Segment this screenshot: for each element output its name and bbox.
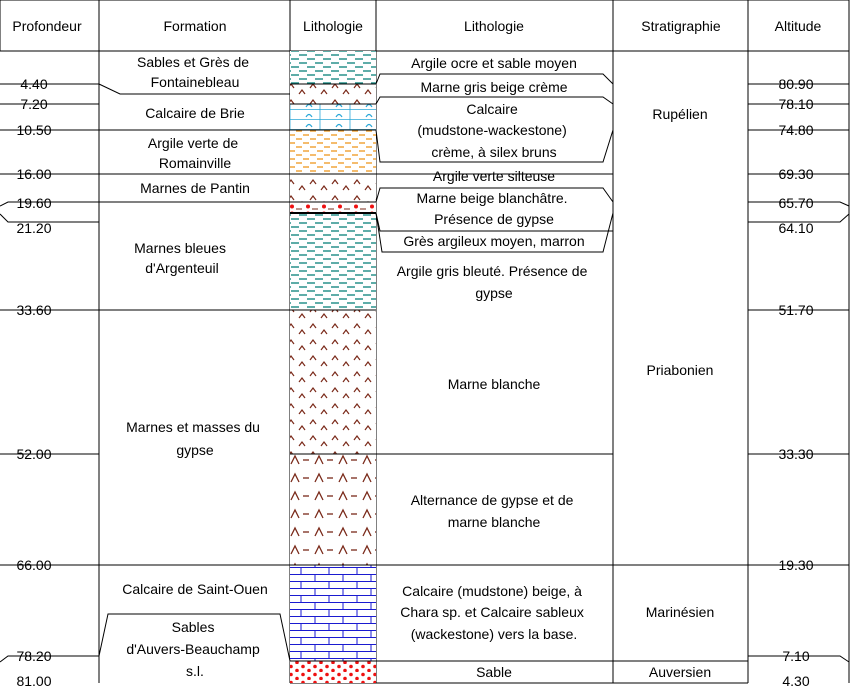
lithology-description: Argile verte silteuse — [432, 168, 556, 184]
altitude-tick: 78.10 — [778, 96, 814, 112]
layer-green-clay — [290, 130, 376, 174]
header-row — [0, 0, 849, 51]
depth-tick: 10.50 — [16, 122, 52, 138]
lithology-description: Calcaire (mudstone-wackestone) crème, à silex bruns — [417, 101, 567, 160]
header-altitude: Altitude — [774, 18, 822, 34]
altitude-tick: 51.70 — [778, 302, 814, 318]
altitude-tick: 65.70 — [778, 195, 814, 211]
boundary-lines — [0, 74, 849, 662]
depth-tick: 33.60 — [16, 302, 52, 318]
stage-name: Marinésien — [645, 604, 715, 620]
header-depth: Profondeur — [12, 18, 82, 34]
layer-sand-auvers — [290, 661, 376, 683]
lithology-pattern-column — [290, 51, 376, 683]
lithology-description: Alternance de gypse et de marne blanche — [410, 492, 574, 530]
depth-labels — [16, 76, 51, 689]
header-lithology-pattern: Lithologie — [303, 18, 363, 34]
lithology-description: Marne beige blanchâtre. Présence de gypse — [416, 190, 568, 227]
layer-white-marl — [290, 310, 376, 454]
layer-marl-pantin — [290, 174, 376, 202]
altitude-labels — [778, 76, 813, 689]
altitude-tick: 69.30 — [778, 166, 814, 182]
depth-tick: 66.00 — [16, 557, 52, 573]
formation-name: Marnes de Pantin — [140, 180, 250, 196]
formation-name: Calcaire de Brie — [145, 105, 245, 121]
stage-name: Rupélien — [652, 106, 708, 122]
lithology-description: Argile ocre et sable moyen — [411, 55, 577, 71]
formation-name: Calcaire de Saint-Ouen — [122, 581, 268, 597]
depth-tick: 81.00 — [16, 673, 52, 689]
depth-tick: 16.00 — [16, 166, 52, 182]
layer-gypsum-thin — [290, 202, 376, 213]
depth-tick: 19.60 — [16, 195, 52, 211]
depth-tick: 7.20 — [20, 96, 48, 112]
layer-marl-grey — [290, 84, 376, 104]
header-lithology: Lithologie — [464, 18, 524, 34]
altitude-tick: 33.30 — [778, 446, 814, 462]
formation-name: Sables et Grès de Fontainebleau — [137, 54, 250, 90]
altitude-tick: 64.10 — [778, 220, 814, 236]
header-formation: Formation — [163, 18, 227, 34]
altitude-tick: 19.30 — [778, 557, 814, 573]
altitude-tick: 74.80 — [778, 122, 814, 138]
depth-tick: 4.40 — [20, 76, 48, 92]
depth-tick: 78.20 — [16, 648, 52, 664]
stratigraphy-labels — [646, 106, 714, 680]
formation-name: Sables d'Auvers-Beauchamp s.l. — [126, 619, 260, 679]
layer-clay-sand — [290, 51, 376, 84]
lithology-description: Calcaire (mudstone) beige, à Chara sp. et Calcaire sableux (wackestone) vers la base. — [400, 583, 584, 642]
formation-name: Marnes bleues d'Argenteuil — [134, 240, 226, 276]
formation-name: Argile verte de Romainville — [147, 135, 239, 171]
depth-tick: 52.00 — [16, 446, 52, 462]
altitude-tick: 7.10 — [782, 648, 810, 664]
header-stratigraphy: Stratigraphie — [641, 18, 721, 34]
lithology-description: Grès argileux moyen, marron — [403, 233, 585, 249]
lithology-description: Sable — [476, 664, 512, 680]
formation-name: Marnes et masses du gypse — [126, 419, 260, 458]
formation-labels — [122, 54, 268, 679]
layer-blue-clay — [290, 213, 376, 310]
depth-tick: 21.20 — [16, 220, 52, 236]
stage-name: Priabonien — [646, 362, 714, 378]
layer-gypsum-marl — [290, 454, 376, 565]
layer-limestone-saint-ouen — [290, 565, 376, 661]
lithology-descriptions — [397, 55, 592, 680]
lithology-description: Argile gris bleuté. Présence de gypse — [396, 263, 588, 301]
altitude-tick: 4.30 — [782, 673, 810, 689]
layer-limestone-brie — [290, 104, 376, 130]
lithology-description: Marne blanche — [447, 376, 541, 392]
altitude-tick: 80.90 — [778, 76, 814, 92]
stage-name: Auversien — [648, 664, 712, 680]
lithology-description: Marne gris beige crème — [420, 79, 568, 95]
